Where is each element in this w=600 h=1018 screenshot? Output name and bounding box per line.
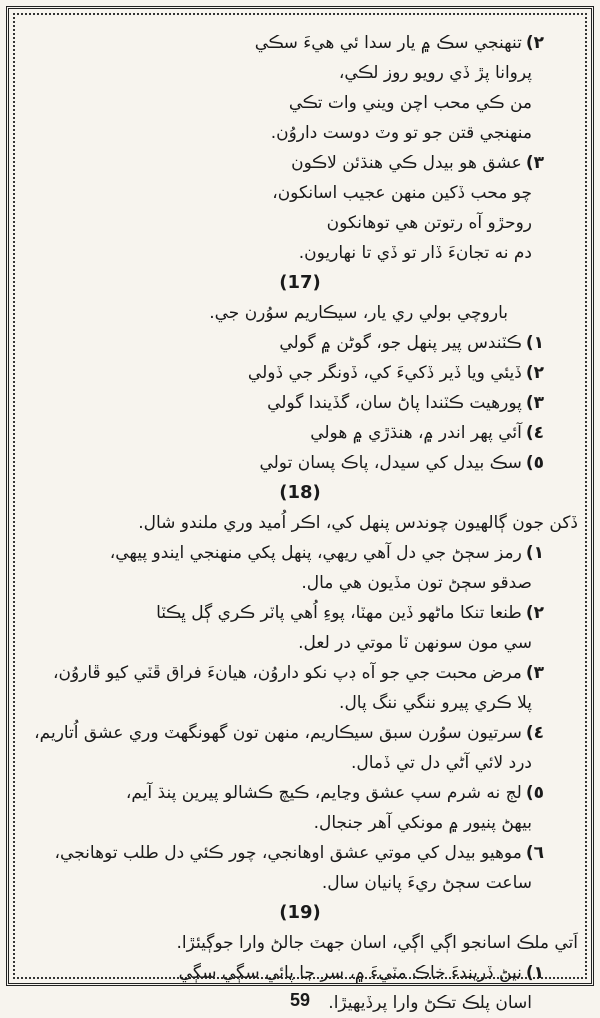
verse-text: من ڪي محب اچن ويني وات تڪي [288, 93, 532, 113]
verse-line [22, 448, 578, 478]
verse-number: ١) [525, 963, 544, 983]
verse-line [22, 118, 578, 148]
section-heading-text: (19) [279, 902, 321, 923]
verse-text: ساعت سڄڻ ريءَ پانيان سال. [321, 873, 532, 893]
verse-text: رمز سڄڻ جي دل آهي ريهي، پنهل پکي منهنجي ايندو پيهي، [109, 543, 522, 563]
verse-text: سرتيون سوُرن سبق سيڪاريم، منهن تون گهونگهٽ وري عشق اُتاريم، [34, 723, 522, 743]
verse-text: لڄ نه شرم سپ عشق وڃايم، ڪيچ ڪشالو پيرين پنڌ آيم، [125, 783, 522, 803]
verse-line [22, 628, 578, 658]
verse-text: نيڻ ڏريندءَ خاڪ مٽيءَ ۾، سر جا پائي سڳي سڳي [178, 963, 522, 983]
verse-line [22, 958, 578, 988]
verse-number: ١) [525, 543, 544, 563]
verse-number: ١) [525, 333, 544, 353]
verse-text: ڪٽندس پير پنهل جو، گوڻن ۾ گولي [279, 333, 522, 353]
verse-line [22, 868, 578, 898]
verse-text: صدقو سڄڻ تون مڏيون هي مال. [301, 573, 532, 593]
section-heading [22, 478, 578, 508]
page-number: 59 [289, 990, 311, 1010]
verse-text: ڏيئي ويا ڏير ڏکيءَ کي، ڏونگر جي ڏولي [247, 363, 522, 383]
verse-line [22, 928, 578, 958]
verse-text: طنعا تنکا ماڻهو ڏين مهٽا، پوءِ اُهي پاٽر ڪري ڳل ڀڪٽا [156, 603, 522, 623]
verse-text: سي مون سونهن ٽا موتي در لعل. [298, 633, 532, 653]
verse-text: اَتي ملڪ اسانجو اڳي اڳي، اسان جهٽ جالڻ وارا جوڳيئڙا. [176, 933, 578, 953]
verse-text: منهنجي قتن جو تو وٽ دوست داروُن. [270, 123, 532, 143]
verse-line [22, 658, 578, 688]
verse-line [22, 58, 578, 88]
verse-text: پلا ڪري پيرو ننگي ننگ پال. [339, 693, 532, 713]
section-heading-text: (18) [279, 482, 321, 503]
verse-number: ٥) [525, 453, 544, 473]
verse-line [22, 598, 578, 628]
verse-text: روحڙو آه رتوتن هي توهانکون [326, 213, 532, 233]
verse-text: عشق هو بيدل ڪي هنڌئن لاڪون [291, 153, 522, 173]
verse-line [22, 88, 578, 118]
verse-line [22, 298, 578, 328]
verse-number: ٢) [525, 33, 544, 53]
verse-text: پورهيت ڪٽندا پاڻ سان، گڏيندا گولي [267, 393, 522, 413]
verse-text: موهيو بيدل کي موتي عشق اوهانجي، چور ڪئي دل طلب توهانجي، [54, 843, 522, 863]
verse-text: آئي پهر اندر ۾، هنڌڙي ۾ هولي [310, 423, 522, 443]
verse-number: ٤) [525, 723, 544, 743]
verse-line [22, 208, 578, 238]
verse-number: ٥) [525, 783, 544, 803]
verse-number: ٢) [525, 363, 544, 383]
verse-line [22, 688, 578, 718]
verse-text: تنهنجي سڪ ۾ يار سدا ئي هيءَ سڪي [254, 33, 522, 53]
verse-text: پروانا پڙ ڏي رويو روز لڪي، [338, 63, 532, 83]
verse-line [22, 328, 578, 358]
verse-number: ٣) [525, 663, 544, 683]
verse-number: ٤) [525, 423, 544, 443]
verse-line [22, 568, 578, 598]
verse-number: ٦) [525, 843, 544, 863]
section-heading [22, 268, 578, 298]
verse-line [22, 778, 578, 808]
verse-text: سڪ بيدل کي سيدل، پاڪ پسان تولي [259, 453, 522, 473]
verse-text: چو محب ڏکين منهن عجيب اسانکون، [272, 183, 532, 203]
verse-text: بيهڻ پنيور ۾ مونکي آهر جنجال. [313, 813, 532, 833]
verse-line [22, 418, 578, 448]
verse-line [22, 718, 578, 748]
verse-line [22, 238, 578, 268]
verse-number: ٣) [525, 393, 544, 413]
verse-line [22, 508, 578, 538]
verse-text: دم نه تجانءَ ڏار تو ڏي تا نهاريون. [298, 243, 532, 263]
verse-line [22, 28, 578, 58]
verse-number: ٢) [525, 603, 544, 623]
section-heading-text: (17) [279, 272, 321, 293]
verse-line [22, 808, 578, 838]
verse-line [22, 178, 578, 208]
verse-text: درد لائي آڻي دل تي ڏمال. [350, 753, 532, 773]
verse-number: ٣) [525, 153, 544, 173]
section-heading [22, 898, 578, 928]
verse-line [22, 838, 578, 868]
verse-line [22, 358, 578, 388]
verse-line [22, 388, 578, 418]
verse-line [22, 538, 578, 568]
verse-text: مرض محبت جي جو آه ڊپ نکو داروُن، هيانءَ فراق ڦٽي کيو ڦاروُن، [52, 663, 522, 683]
verse-line [22, 748, 578, 778]
verse-line [22, 148, 578, 178]
verse-text: اسان پلڪ تڪڻ وارا پرڏيهيڙا. [328, 993, 532, 1013]
verse-text: ڏکن جون ڳالهيون چوندس پنهل کي، اڪر اُميد وري ملندو شال. [138, 513, 578, 533]
verse-lines [22, 28, 578, 1018]
verse-text: باروچي بولي ري يار، سيڪاريم سوُرن جي. [209, 303, 508, 323]
